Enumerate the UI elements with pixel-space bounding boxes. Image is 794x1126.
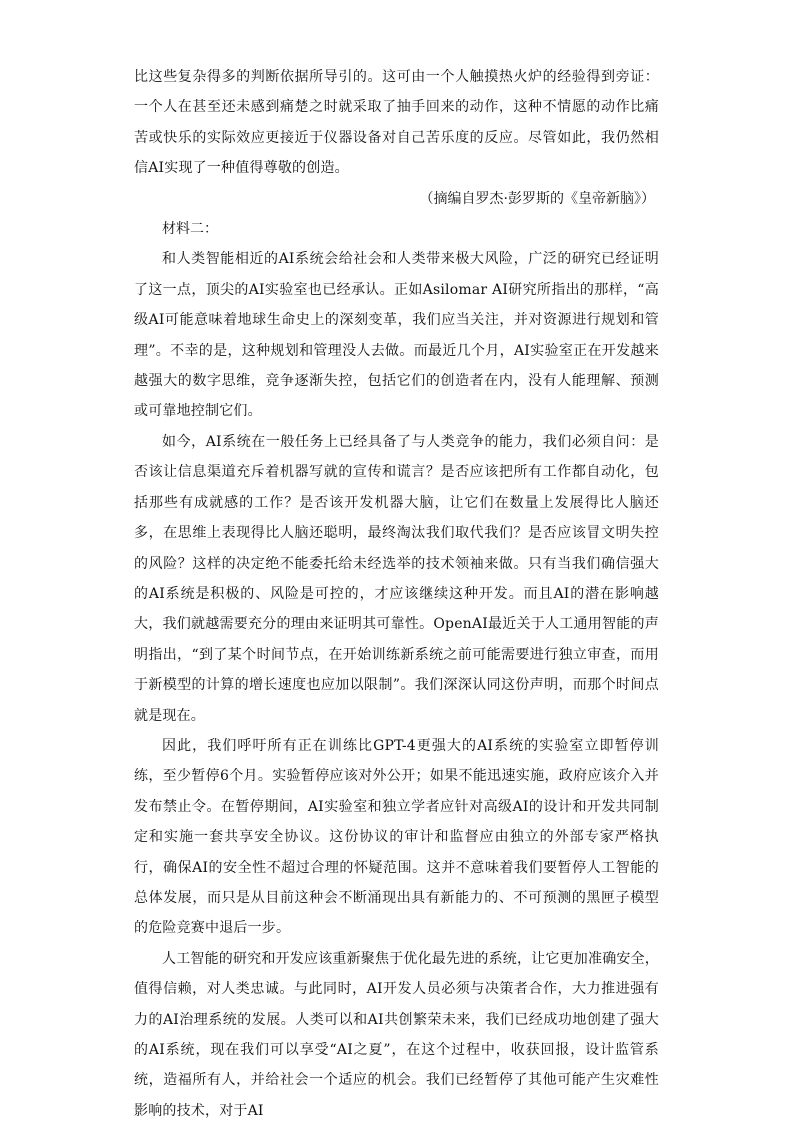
document-page bbox=[134, 62, 659, 1126]
material-two-heading: 材料二： bbox=[162, 221, 218, 238]
paragraph-continuation: 比这些复杂得多的判断依据所导引的。这可由一个人触摸热火炉的经验得到旁证：一个人在甚至还未感到痛楚之时就采取了抽手回来的动作，这种不情愿的动作比痛苦或快乐的实际效应更接近于仪器设备对自己苦乐度的反应。尽管如此，我仍然相信AI实现了一种值得尊敬的创造。 bbox=[134, 69, 659, 177]
material-two-paragraph-4: 人工智能的研究和开发应该重新聚焦于优化最先进的系统，让它更加准确安全，值得信赖，对人类忠诚。与此同时，AI开发人员必须与决策者合作，大力推进强有力的AI治理系统的发展。人类可以和AI共创繁荣未来，我们已经成功地创建了强大的AI系统，现在我们可以享受“AI之夏”，在这个过程中，收获回报，设计监管系统，造福所有人，并给社会一个适应的机会。我们已经暂停了其他可能产生灾难性影响的技术，对于AI bbox=[134, 950, 659, 1119]
material-two-paragraph-3: 因此，我们呼吁所有正在训练比GPT-4更强大的AI系统的实验室立即暂停训练，至少暂停6个月。实验暂停应该对外公开；如果不能迅速实施，政府应该介入并发布禁止令。在暂停期间，AI实验室和独立学者应针对高级AI的设计和开发共同制定和实施一套共享安全协议。这份协议的审计和监督应由独立的外部专家严格执行，确保AI的安全性不超过合理的怀疑范围。这并不意味着我们要暂停人工智能的总体发展，而只是从目前这种会不断涌现出具有新能力的、不可预测的黑匣子模型的危险竞赛中退后一步。 bbox=[134, 737, 659, 937]
material-two-paragraph-2: 如今，AI系统在一般任务上已经具备了与人类竞争的能力，我们必须自问：是否该让信息渠道充斥着机器写就的宣传和谎言？是否应该把所有工作都自动化，包括那些有成就感的工作？是否该开发机器大脑，让它们在数量上发展得比人脑还多，在思维上表现得比人脑还聪明，最终淘汰我们取代我们？是否应该冒文明失控的风险？这样的决定绝不能委托给未经选举的技术领袖来做。只有当我们确信强大的AI系统是积极的、风险是可控的，才应该继续这种开发。而且AI的潜在影响越大，我们就越需要充分的理由来证明其可靠性。OpenAI最近关于人工通用智能的声明指出，“到了某个时间节点，在开始训练新系统之前可能需要进行独立审查，而用于新模型的计算的增长速度也应加以限制”。我们深深认同这份声明，而那个时间点就是现在。 bbox=[134, 433, 659, 724]
material-two-paragraph-1: 和人类智能相近的AI系统会给社会和人类带来极大风险，广泛的研究已经证明了这一点，顶尖的AI实验室也已经承认。正如Asilomar AI研究所指出的那样，“高级AI可能意味着地球生命史上的深刻变革，我们应当关注，并对资源进行规划和管理”。不幸的是，这种规划和管理没人去做。而最近几个月，AI实验室正在开发越来越强大的数字思维，竞争逐渐失控，包括它们的创造者在内，没有人能理解、预测或可靠地控制它们。 bbox=[134, 251, 659, 420]
source-citation: （摘编自罗杰·彭罗斯的《皇帝新脑》） bbox=[419, 190, 655, 207]
